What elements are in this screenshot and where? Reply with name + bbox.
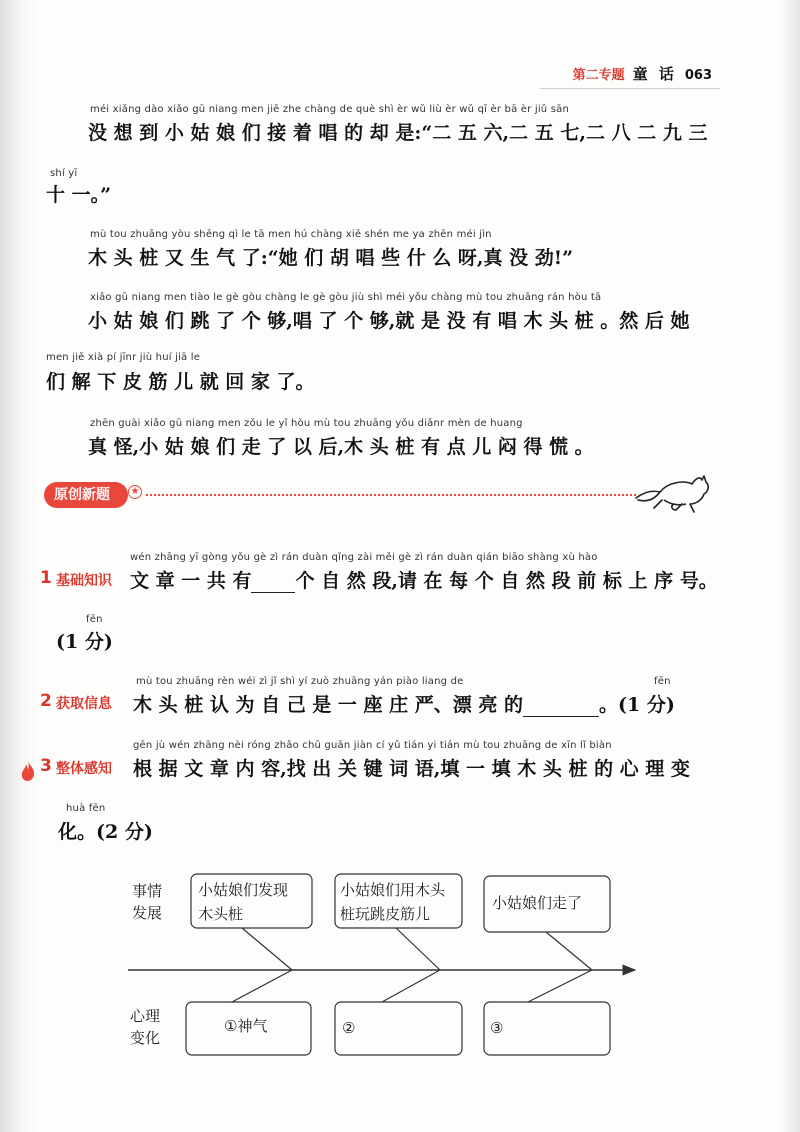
q3-pinyin: gēn jù wén zhāng nèi róng zhǎo chū guān jiàn cí yǔ tián yi tián mù tou zhuāng de xīn lǐ biàn (133, 740, 612, 751)
q2-tag: 获取信息 (56, 696, 112, 712)
pinyin-line: méi xiǎng dào xiǎo gū niang men jiē zhe chàng de què shì èr wǔ liù èr wǔ qī èr bā èr jiǔ sān (90, 104, 569, 115)
q1-pinyin-2: fēn (86, 614, 103, 625)
pinyin-line: xiǎo gū niang men tiào le gè gòu chàng le gè gòu jiù shì méi yǒu chàng mù tou zhuāng rán hòu tā (90, 292, 602, 303)
section-banner: 原创新题 (44, 482, 128, 508)
event-1: 小姑娘们发现 木头桩 (198, 881, 289, 923)
text-line: 真 怪,小 姑 娘 们 走 了 以 后,木 头 桩 有 点 儿 闷 得 慌 。 (88, 436, 594, 458)
q2-text-b: 。(1 分) (599, 694, 675, 716)
text-line: 木 头 桩 又 生 气 了:“她 们 胡 唱 些 什 么 呀,真 没 劲!” (88, 247, 574, 269)
q2-number: 2 (40, 691, 52, 711)
q3-tag: 整体感知 (56, 761, 112, 777)
text-line: 小 姑 娘 们 跳 了 个 够,唱 了 个 够,就 是 没 有 唱 木 头 桩 。然 后 她 (88, 310, 690, 332)
row-label-feelings: 心理 变化 (130, 1007, 161, 1047)
q2-pinyin: mù tou zhuāng rèn wéi zì jǐ shì yí zuò zhuāng yán piào liang de (136, 676, 464, 687)
q3-number: 3 (40, 756, 52, 776)
q1-score: (1 分) (56, 631, 113, 653)
q1-number: 1 (40, 568, 52, 588)
feeling-3[interactable]: ③ (490, 1019, 504, 1037)
q1-tag: 基础知识 (56, 573, 112, 589)
q2-pinyin-end: fēn (654, 676, 671, 687)
pinyin-line: mù tou zhuāng yòu shēng qì le tā men hú chàng xiē shén me ya zhēn méi jìn (90, 229, 492, 240)
feeling-2[interactable]: ② (342, 1019, 356, 1037)
connector-line (396, 928, 440, 970)
pinyin-line: zhēn guài xiǎo gū niang men zǒu le yǐ hòu mù tou zhuāng yǒu diǎnr mèn de huang (90, 418, 523, 429)
text-line: 们 解 下 皮 筋 儿 就 回 家 了。 (46, 371, 315, 393)
chapter-title: 童 话 (632, 65, 677, 83)
connector-line (528, 970, 592, 1002)
feeling-1[interactable]: ①神气 (224, 1017, 268, 1035)
text-line: 没 想 到 小 姑 娘 们 接 着 唱 的 却 是:“二 五 六,二 五 七,二 八 二 九 三 (88, 122, 708, 144)
q3-pinyin-2: huà fēn (66, 803, 106, 814)
q2-text-a: 木 头 桩 认 为 自 己 是 一 座 庄 严、漂 亮 的 (133, 694, 523, 716)
event-2: 小姑娘们用木头 桩玩跳皮筋儿 (340, 881, 446, 923)
q3-score: 化。(2 分) (58, 821, 153, 843)
connector-line (232, 970, 292, 1002)
q1-text-a: 文 章 一 共 有 (130, 570, 252, 592)
text-line: 十 一。” (46, 184, 112, 206)
pinyin-line: shí yī (50, 168, 78, 179)
page-number: 063 (684, 68, 712, 83)
star-icon: ★ (128, 485, 142, 499)
connector-line (382, 970, 440, 1002)
section-label: 第二专题 (572, 68, 625, 83)
event-3: 小姑娘们走了 (492, 894, 583, 912)
connector-line (242, 928, 292, 970)
pinyin-line: men jiě xià pí jīnr jiù huí jiā le (46, 352, 201, 363)
q1-text-b: 个 自 然 段,请 在 每 个 自 然 段 前 标 上 序 号。 (295, 570, 718, 592)
row-label-events: 事情 发展 (132, 882, 163, 922)
connector-line (546, 932, 592, 970)
q1-pinyin: wén zhāng yī gòng yǒu gè zì rán duàn qǐng zài měi gè zì rán duàn qián biāo shàng xù hào (130, 552, 598, 563)
q3-text: 根 据 文 章 内 容,找 出 关 键 词 语,填 一 填 木 头 桩 的 心 理 变 (133, 758, 690, 780)
